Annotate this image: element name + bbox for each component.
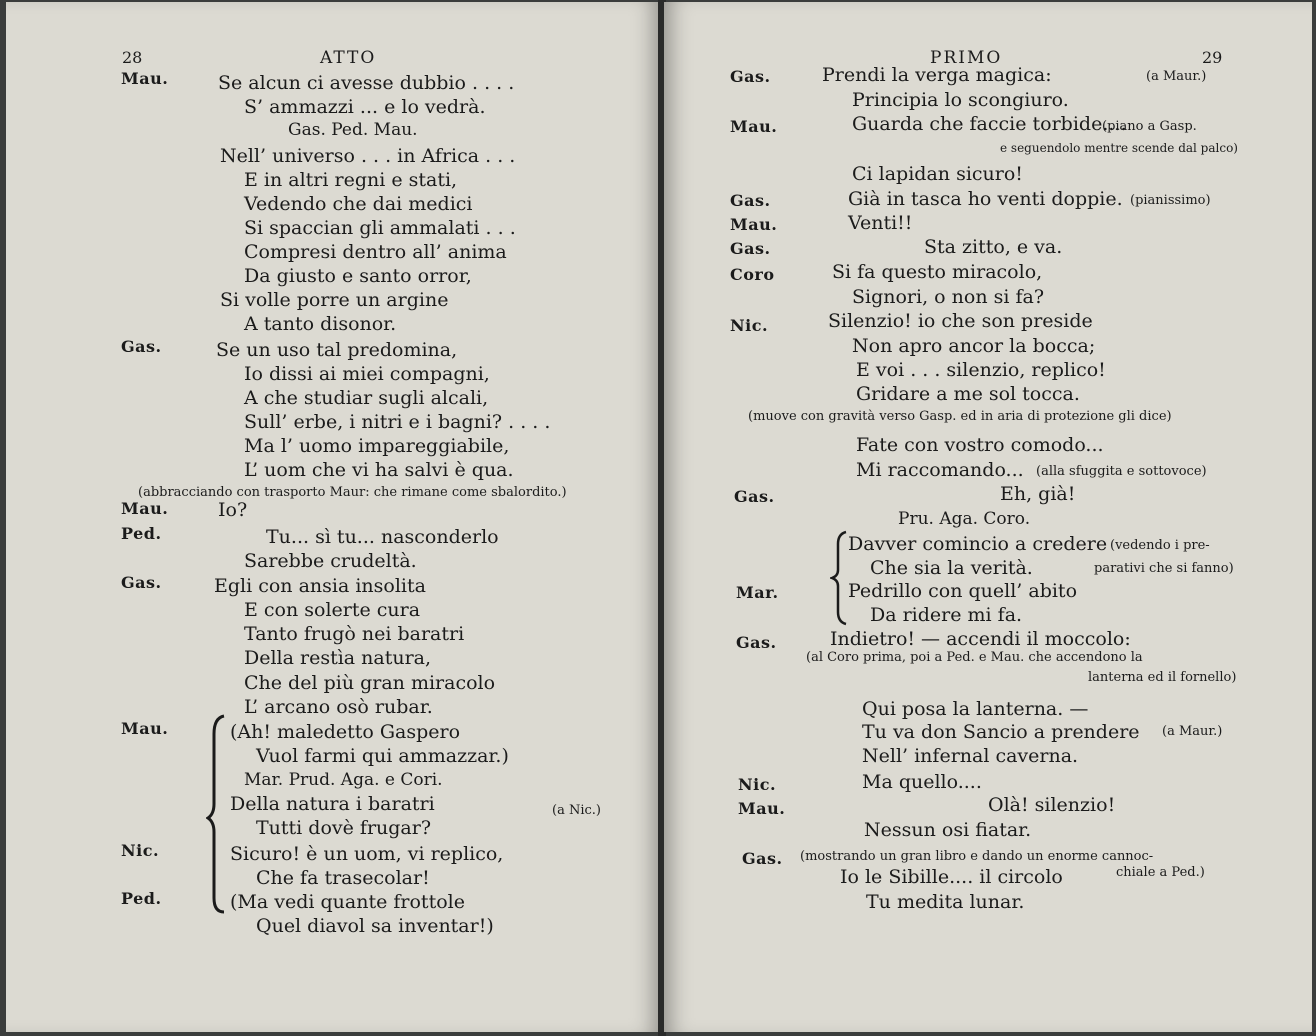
verse-line: (Ah! maledetto Gaspero	[230, 721, 461, 743]
verse-line: Vedendo che dai medici	[244, 193, 473, 215]
page-number: 28	[122, 48, 143, 67]
stage-direction: (alla sfuggita e sottovoce)	[1036, 464, 1207, 479]
ensemble-heading: Pru. Aga. Coro.	[898, 509, 1031, 529]
stage-direction: (al Coro prima, poi a Ped. e Mau. che accendono la	[806, 650, 1143, 665]
speaker-label: Mau.	[730, 215, 778, 234]
verse-line: Da ridere mi fa.	[870, 604, 1023, 626]
verse-line: Principia lo scongiuro.	[852, 89, 1069, 111]
verse-line: Sta zitto, e va.	[924, 236, 1063, 258]
running-header: ATTO	[320, 48, 377, 68]
verse-line: Si spaccian gli ammalati . . .	[244, 217, 516, 239]
left-page	[6, 2, 660, 1032]
verse-line: L’ uom che vi ha salvi è qua.	[244, 459, 514, 481]
stage-direction: parativi che si fanno)	[1094, 561, 1234, 576]
verse-line: Prendi la verga magica:	[822, 64, 1052, 86]
verse-line: Tanto frugò nei baratri	[244, 623, 465, 645]
verse-line: Già in tasca ho venti doppie.	[848, 188, 1123, 210]
verse-line: Eh, già!	[1000, 483, 1076, 505]
right-page	[664, 2, 1312, 1032]
verse-line: Tu medita lunar.	[866, 891, 1025, 913]
speaker-label: Ped.	[121, 889, 162, 908]
verse-line: Egli con ansia insolita	[214, 575, 426, 597]
verse-line: Io?	[218, 499, 248, 521]
verse-line: Sicuro! è un uom, vi replico,	[230, 843, 504, 865]
speaker-label: Nic.	[730, 316, 769, 335]
verse-line: Si volle porre un argine	[220, 289, 449, 311]
speaker-label: Nic.	[121, 841, 160, 860]
verse-line: Nell’ infernal caverna.	[862, 745, 1079, 767]
verse-line: Ma quello....	[862, 771, 982, 793]
verse-line: L’ arcano osò rubar.	[244, 696, 433, 718]
speaker-label: Mau.	[730, 117, 778, 136]
speaker-label: Gas.	[121, 337, 162, 356]
verse-line: Tu... sì tu... nasconderlo	[266, 526, 499, 548]
verse-line: E voi . . . silenzio, replico!	[856, 359, 1106, 381]
verse-line: Mi raccomando...	[856, 459, 1024, 481]
verse-line: Da giusto e santo orror,	[244, 265, 472, 287]
ensemble-brace	[206, 714, 230, 914]
verse-line: Davver comincio a credere	[848, 533, 1108, 555]
verse-line: Io dissi ai miei compagni,	[244, 363, 490, 385]
verse-line: Della restìa natura,	[244, 647, 432, 669]
verse-line: Nessun osi fiatar.	[864, 819, 1032, 841]
speaker-label: Gas.	[730, 239, 771, 258]
verse-line: Indietro! — accendi il moccolo:	[830, 628, 1131, 650]
verse-line: Tutti dovè frugar?	[256, 817, 432, 839]
verse-line: S’ ammazzi ... e lo vedrà.	[244, 96, 486, 118]
ensemble-heading: Gas. Ped. Mau.	[288, 120, 418, 140]
verse-line: Ci lapidan sicuro!	[852, 163, 1023, 185]
verse-line: Vuol farmi qui ammazzar.)	[256, 745, 509, 767]
stage-direction: (a Maur.)	[1162, 724, 1223, 739]
speaker-label: Nic.	[738, 775, 777, 794]
verse-line: Io le Sibille.... il circolo	[840, 866, 1063, 888]
speaker-label: Gas.	[121, 573, 162, 592]
stage-direction: (a Maur.)	[1146, 69, 1207, 84]
verse-line: Non apro ancor la bocca;	[852, 335, 1096, 357]
verse-line: Qui posa la lanterna. —	[862, 698, 1089, 720]
verse-line: Che fa trasecolar!	[256, 867, 430, 889]
speaker-label: Mau.	[121, 69, 169, 88]
verse-line: Olà! silenzio!	[988, 794, 1116, 816]
verse-line: Ma l’ uomo impareggiabile,	[244, 435, 510, 457]
verse-line: Guarda che faccie torbide....	[852, 113, 1127, 135]
page-number: 29	[1202, 48, 1223, 67]
verse-line: Gridare a me sol tocca.	[856, 383, 1080, 405]
stage-direction: (muove con gravità verso Gasp. ed in aria di protezione gli dice)	[748, 409, 1172, 424]
speaker-label: Gas.	[730, 191, 771, 210]
verse-line: Tu va don Sancio a prendere	[862, 721, 1140, 743]
verse-line: Pedrillo con quell’ abito	[848, 580, 1078, 602]
speaker-label: Mau.	[121, 499, 169, 518]
running-header: PRIMO	[930, 48, 1003, 68]
verse-line: Signori, o non si fa?	[852, 286, 1045, 308]
speaker-label: Gas.	[730, 67, 771, 86]
verse-line: A tanto disonor.	[244, 313, 397, 335]
stage-direction: lanterna ed il fornello)	[1088, 670, 1237, 685]
verse-line: Silenzio! io che son preside	[828, 310, 1093, 332]
stage-direction: (a Nic.)	[552, 803, 601, 818]
verse-line: E in altri regni e stati,	[244, 169, 458, 191]
verse-line: Che sia la verità.	[870, 557, 1033, 579]
verse-line: Se alcun ci avesse dubbio . . . .	[218, 72, 515, 94]
stage-direction: (piano a Gasp.	[1102, 119, 1197, 134]
stage-direction: e seguendolo mentre scende dal palco)	[1000, 141, 1238, 155]
speaker-label: Gas.	[742, 849, 783, 868]
verse-line: Compresi dentro all’ anima	[244, 241, 507, 263]
verse-line: E con solerte cura	[244, 599, 421, 621]
stage-direction: (abbracciando con trasporto Maur: che rimane come sbalordito.)	[138, 485, 567, 500]
verse-line: Sarebbe crudeltà.	[244, 550, 417, 572]
verse-line: Della natura i baratri	[230, 793, 435, 815]
stage-direction: (pianissimo)	[1130, 193, 1211, 208]
verse-line: Nell’ universo . . . in Africa . . .	[220, 145, 516, 167]
verse-line: Sull’ erbe, i nitri e i bagni? . . . .	[244, 411, 551, 433]
ensemble-heading: Mar. Prud. Aga. e Cori.	[244, 770, 443, 790]
verse-line: Se un uso tal predomina,	[216, 339, 458, 361]
speaker-label: Gas.	[736, 633, 777, 652]
stage-direction: (mostrando un gran libro e dando un enorme cannoc-	[800, 849, 1154, 864]
verse-line: Venti!!	[848, 212, 913, 234]
speaker-label: Mau.	[121, 719, 169, 738]
speaker-label: Coro	[730, 265, 775, 284]
verse-line: A che studiar sugli alcali,	[244, 387, 489, 409]
verse-line: Quel diavol sa inventar!)	[256, 915, 494, 937]
stage-direction: (vedendo i pre-	[1110, 538, 1210, 553]
verse-line: Si fa questo miracolo,	[832, 261, 1043, 283]
speaker-label: Ped.	[121, 524, 162, 543]
verse-line: Che del più gran miracolo	[244, 672, 496, 694]
speaker-label: Mau.	[738, 799, 786, 818]
verse-line: (Ma vedi quante frottole	[230, 891, 465, 913]
speaker-label: Gas.	[734, 487, 775, 506]
stage-direction: chiale a Ped.)	[1116, 865, 1205, 880]
speaker-label: Mar.	[736, 583, 779, 602]
verse-line: Fate con vostro comodo...	[856, 434, 1104, 456]
